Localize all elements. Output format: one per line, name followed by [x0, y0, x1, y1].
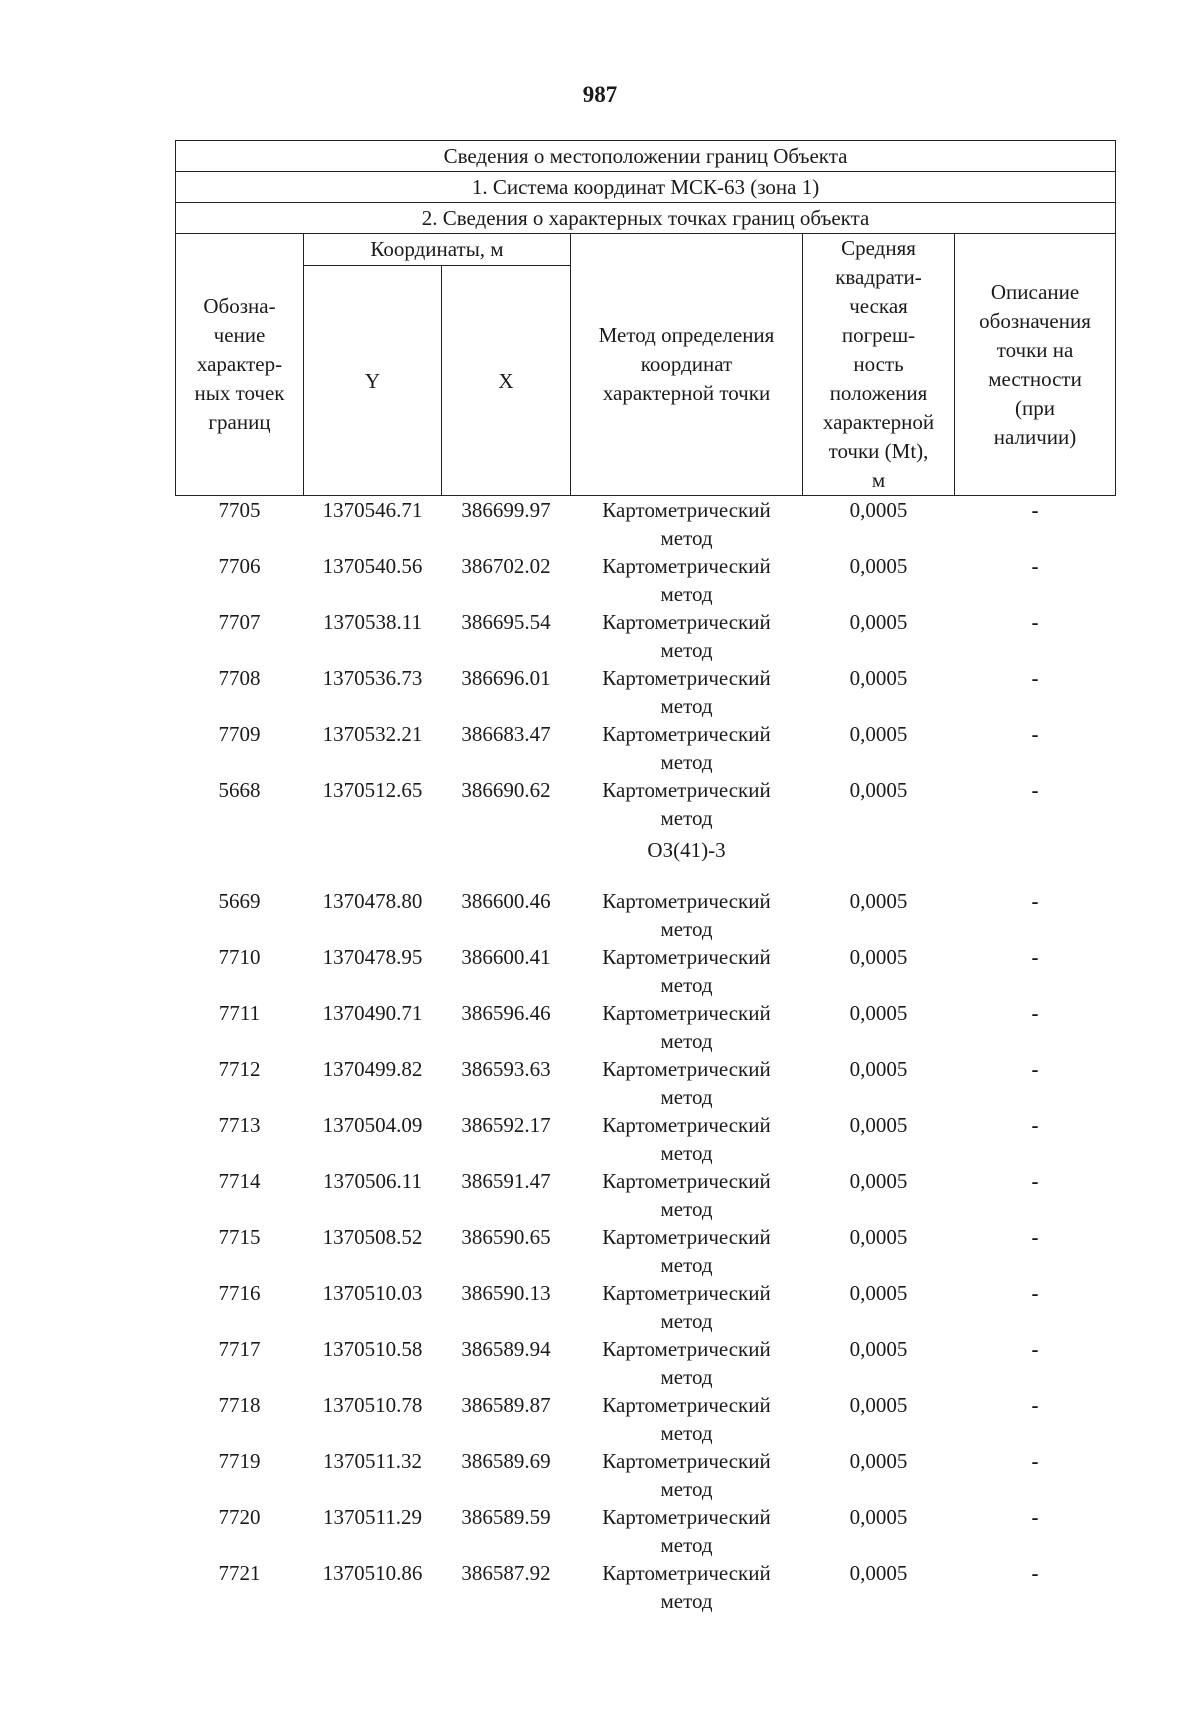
coordinate-system: 1. Система координат МСК-63 (зона 1) — [176, 172, 1116, 203]
mean-error: 0,0005 — [849, 1561, 908, 1585]
mean-error: 0,0005 — [849, 1449, 908, 1473]
point-id: 7721 — [218, 1561, 261, 1585]
table-row — [176, 887, 1116, 943]
mean-error: 0,0005 — [849, 610, 908, 634]
method: Картометрический метод — [602, 1393, 771, 1445]
coord-x: 386589.59 — [461, 1505, 551, 1529]
description: - — [1031, 666, 1039, 690]
coord-y: 1370510.78 — [322, 1393, 423, 1417]
table-body-b — [176, 887, 1116, 1615]
description: - — [1031, 1393, 1039, 1417]
coord-x: 386690.62 — [461, 778, 551, 802]
table-row — [176, 1503, 1116, 1559]
col-header-error: Средняя квадрати- ческая погреш- ность положения характерной точки (Mt), м — [803, 234, 955, 496]
section-title: 2. Сведения о характерных точках границ объекта — [176, 203, 1116, 234]
point-id: 7715 — [218, 1225, 261, 1249]
coord-x: 386600.46 — [461, 889, 551, 913]
point-id: 7707 — [218, 610, 261, 634]
col-header-description: Описание обозначения точки на местности (при наличии) — [955, 234, 1116, 496]
coord-y: 1370546.71 — [322, 498, 423, 522]
point-id: 7714 — [218, 1169, 261, 1193]
col-header-coordinates: Координаты, м — [304, 234, 571, 266]
coord-x: 386590.13 — [461, 1281, 551, 1305]
mean-error: 0,0005 — [849, 1057, 908, 1081]
col-header-method: Метод определения координат характерной точки — [571, 234, 803, 496]
coord-x: 386593.63 — [461, 1057, 551, 1081]
coord-y: 1370510.86 — [322, 1561, 423, 1585]
table-row — [176, 1391, 1116, 1447]
method: Картометрический метод — [602, 666, 771, 718]
table-row — [176, 496, 1116, 553]
description: - — [1031, 1113, 1039, 1137]
coord-y: 1370538.11 — [323, 610, 422, 634]
description: - — [1031, 1449, 1039, 1473]
coord-y: 1370478.80 — [322, 889, 423, 913]
point-id: 7720 — [218, 1505, 261, 1529]
mean-error: 0,0005 — [849, 1225, 908, 1249]
mean-error: 0,0005 — [849, 722, 908, 746]
description: - — [1031, 1057, 1039, 1081]
table-row — [176, 943, 1116, 999]
mean-error: 0,0005 — [849, 945, 908, 969]
point-id: 7706 — [218, 554, 261, 578]
method: Картометрический метод — [602, 722, 771, 774]
table-row — [176, 1559, 1116, 1615]
mean-error: 0,0005 — [849, 666, 908, 690]
mean-error: 0,0005 — [849, 498, 908, 522]
table-row — [176, 720, 1116, 776]
point-id: 5668 — [218, 778, 261, 802]
method: Картометрический метод — [602, 945, 771, 997]
mean-error: 0,0005 — [849, 1337, 908, 1361]
coord-x: 386596.46 — [461, 1001, 551, 1025]
point-id: 7712 — [218, 1057, 261, 1081]
mean-error: 0,0005 — [849, 1169, 908, 1193]
table-row — [176, 999, 1116, 1055]
method: Картометрический метод — [602, 1561, 771, 1613]
description: - — [1031, 1561, 1039, 1585]
table-title: Сведения о местоположении границ Объекта — [176, 141, 1116, 172]
description: - — [1031, 1001, 1039, 1025]
table-row — [176, 1279, 1116, 1335]
mean-error: 0,0005 — [849, 1281, 908, 1305]
description: - — [1031, 1225, 1039, 1249]
coord-y: 1370499.82 — [322, 1057, 423, 1081]
coord-y: 1370532.21 — [322, 722, 423, 746]
table-row — [176, 1447, 1116, 1503]
page-number: 987 — [582, 82, 618, 107]
description: - — [1031, 1505, 1039, 1529]
point-id: 7708 — [218, 666, 261, 690]
point-id: 7705 — [218, 498, 261, 522]
col-header-point: Обозна- чение характер- ных точек границ — [176, 234, 304, 496]
coord-y: 1370512.65 — [322, 778, 423, 802]
method: Картометрический метод — [602, 1449, 771, 1501]
method: Картометрический метод — [602, 889, 771, 941]
table-header — [176, 141, 1116, 496]
description: - — [1031, 778, 1039, 802]
point-id: 7717 — [218, 1337, 261, 1361]
group-label: ОЗ(41)-3 — [647, 838, 726, 862]
description: - — [1031, 722, 1039, 746]
table-row — [176, 1335, 1116, 1391]
coord-x: 386699.97 — [461, 498, 551, 522]
coord-x: 386683.47 — [461, 722, 551, 746]
coord-x: 386600.41 — [461, 945, 551, 969]
method: Картометрический метод — [602, 1001, 771, 1053]
table-row — [176, 776, 1116, 832]
coord-y: 1370478.95 — [322, 945, 423, 969]
table-row — [176, 664, 1116, 720]
coord-x: 386592.17 — [461, 1113, 551, 1137]
description: - — [1031, 945, 1039, 969]
point-id: 7716 — [218, 1281, 261, 1305]
col-header-x: X — [442, 266, 571, 496]
point-id: 7711 — [218, 1001, 261, 1025]
coord-y: 1370511.29 — [323, 1505, 422, 1529]
mean-error: 0,0005 — [849, 1505, 908, 1529]
table-row — [176, 1055, 1116, 1111]
coord-x: 386695.54 — [461, 610, 551, 634]
coord-y: 1370506.11 — [323, 1169, 422, 1193]
method: Картометрический метод — [602, 1505, 771, 1557]
method: Картометрический метод — [602, 610, 771, 662]
coord-y: 1370490.71 — [322, 1001, 423, 1025]
group-label-section — [176, 832, 1116, 887]
description: - — [1031, 610, 1039, 634]
description: - — [1031, 889, 1039, 913]
coord-y: 1370508.52 — [322, 1225, 423, 1249]
coord-x: 386591.47 — [461, 1169, 551, 1193]
mean-error: 0,0005 — [849, 1393, 908, 1417]
mean-error: 0,0005 — [849, 1001, 908, 1025]
point-id: 7719 — [218, 1449, 261, 1473]
method: Картометрический метод — [602, 1113, 771, 1165]
table-row — [176, 608, 1116, 664]
point-id: 7710 — [218, 945, 261, 969]
method: Картометрический метод — [602, 1337, 771, 1389]
coord-y: 1370510.58 — [322, 1337, 423, 1361]
coord-x: 386696.01 — [461, 666, 551, 690]
table-row — [176, 1167, 1116, 1223]
method: Картометрический метод — [602, 1169, 771, 1221]
coord-x: 386589.87 — [461, 1393, 551, 1417]
point-id: 7713 — [218, 1113, 261, 1137]
coord-x: 386589.69 — [461, 1449, 551, 1473]
point-id: 5669 — [218, 889, 261, 913]
mean-error: 0,0005 — [849, 1113, 908, 1137]
description: - — [1031, 498, 1039, 522]
table-row — [176, 552, 1116, 608]
coord-y: 1370511.32 — [323, 1449, 422, 1473]
coord-x: 386702.02 — [461, 554, 551, 578]
method: Картометрический метод — [602, 498, 771, 550]
method: Картометрический метод — [602, 778, 771, 830]
boundary-points-table — [175, 140, 1116, 1615]
coord-x: 386587.92 — [461, 1561, 551, 1585]
method: Картометрический метод — [602, 1225, 771, 1277]
coord-y: 1370504.09 — [322, 1113, 423, 1137]
method: Картометрический метод — [602, 1281, 771, 1333]
coord-x: 386590.65 — [461, 1225, 551, 1249]
method: Картометрический метод — [602, 554, 771, 606]
mean-error: 0,0005 — [849, 889, 908, 913]
description: - — [1031, 554, 1039, 578]
table-row — [176, 1223, 1116, 1279]
coord-y: 1370540.56 — [322, 554, 423, 578]
table-body-a — [176, 496, 1116, 833]
mean-error: 0,0005 — [849, 778, 908, 802]
col-header-y: Y — [304, 266, 442, 496]
description: - — [1031, 1281, 1039, 1305]
mean-error: 0,0005 — [849, 554, 908, 578]
description: - — [1031, 1169, 1039, 1193]
coord-y: 1370510.03 — [322, 1281, 423, 1305]
point-id: 7709 — [218, 722, 261, 746]
point-id: 7718 — [218, 1393, 261, 1417]
description: - — [1031, 1337, 1039, 1361]
coord-y: 1370536.73 — [322, 666, 423, 690]
method: Картометрический метод — [602, 1057, 771, 1109]
coord-x: 386589.94 — [461, 1337, 551, 1361]
table-row — [176, 1111, 1116, 1167]
